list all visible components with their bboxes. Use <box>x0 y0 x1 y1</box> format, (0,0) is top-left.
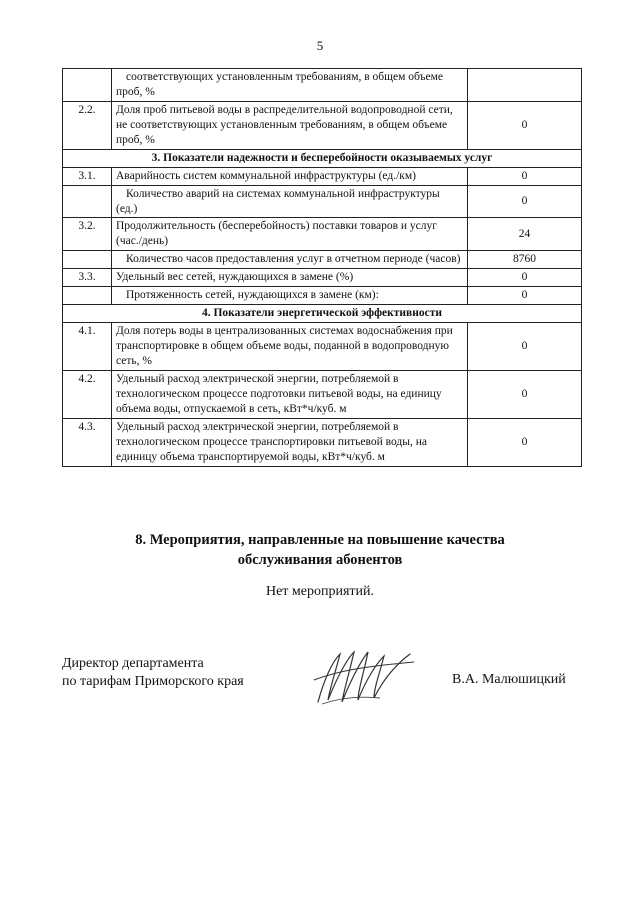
table-row <box>63 323 582 371</box>
row-value: 0 <box>468 101 582 149</box>
row-value: 0 <box>468 370 582 418</box>
table-row <box>63 418 582 466</box>
row-text <box>112 287 468 305</box>
section-row <box>63 149 582 167</box>
row-number: 4.3. <box>63 418 112 466</box>
row-value: 0 <box>468 185 582 218</box>
row-text: Удельный расход электрической энергии, потребляемой в технологическом процессе подготовки питьевой воды, на единицу объема воды, отпускаемой в сеть, кВт*ч/куб. м <box>112 370 468 418</box>
table-row <box>63 69 582 102</box>
signatory-title <box>62 655 244 691</box>
signatory-name: В.А. Малюшицкий <box>452 672 566 687</box>
table-row <box>63 269 582 287</box>
row-text <box>112 185 468 218</box>
row-number <box>63 251 112 269</box>
table-row <box>63 101 582 149</box>
row-text: Доля проб питьевой воды в распределительной водопроводной сети, не соответствующих установленным требованиям, в общем объеме проб, % <box>112 101 468 149</box>
table-row <box>63 370 582 418</box>
section-title: 4. Показатели энергетической эффективности <box>63 305 582 323</box>
row-number <box>63 287 112 305</box>
row-value: 0 <box>468 323 582 371</box>
section-row <box>63 305 582 323</box>
row-value <box>468 69 582 102</box>
row-number: 2.2. <box>63 101 112 149</box>
table-row <box>63 185 582 218</box>
section-8-heading-line: обслуживания абонентов <box>237 551 403 568</box>
row-text: Удельный вес сетей, нуждающихся в замене (%) <box>112 269 468 287</box>
row-number <box>63 69 112 102</box>
row-text <box>112 69 468 102</box>
table-row <box>63 251 582 269</box>
section-8-heading <box>0 531 640 570</box>
row-text <box>112 251 468 269</box>
no-measures-text: Нет мероприятий. <box>265 584 375 599</box>
row-number: 3.1. <box>63 167 112 185</box>
signatory-title-line: Директор департамента <box>62 656 204 671</box>
row-value: 0 <box>468 167 582 185</box>
row-number: 3.2. <box>63 218 112 251</box>
row-value: 0 <box>468 269 582 287</box>
row-value: 0 <box>468 418 582 466</box>
row-value: 24 <box>468 218 582 251</box>
row-text-label: Количество аварий на системах коммунальной инфраструктуры (ед.) <box>116 187 440 215</box>
row-number: 4.2. <box>63 370 112 418</box>
row-number: 3.3. <box>63 269 112 287</box>
row-number <box>63 185 112 218</box>
row-text: Удельный расход электрической энергии, потребляемой в технологическом процессе транспортировки питьевой воды, на единицу объема транспортируемой воды, кВт*ч/куб. м <box>112 418 468 466</box>
page-number: 5 <box>316 38 324 53</box>
signatory-title-line: по тарифам Приморского края <box>62 674 244 690</box>
row-text-label: соответствующих установленным требованиям, в общем объеме проб, % <box>116 71 443 98</box>
row-value: 0 <box>468 287 582 305</box>
row-text: Продолжительность (бесперебойность) поставки товаров и услуг (час./день) <box>112 218 468 251</box>
row-value: 8760 <box>468 251 582 269</box>
indicators-table <box>62 68 582 467</box>
table-row <box>63 167 582 185</box>
table-row <box>63 218 582 251</box>
section-title: 3. Показатели надежности и бесперебойности оказываемых услуг <box>63 149 582 167</box>
row-text-label: Протяженность сетей, нуждающихся в замене (км): <box>126 289 379 302</box>
section-8-heading-line: 8. Мероприятия, направленные на повышение качества <box>135 532 505 548</box>
handwritten-signature <box>310 640 420 710</box>
row-text: Аварийность систем коммунальной инфраструктуры (ед./км) <box>112 167 468 185</box>
row-number: 4.1. <box>63 323 112 371</box>
table-row <box>63 287 582 305</box>
row-text-label: Количество часов предоставления услуг в отчетном периоде (часов) <box>126 253 461 266</box>
row-text: Доля потерь воды в централизованных системах водоснабжения при транспортировке в общем объеме воды, поданной в водопроводную сеть, % <box>112 323 468 371</box>
